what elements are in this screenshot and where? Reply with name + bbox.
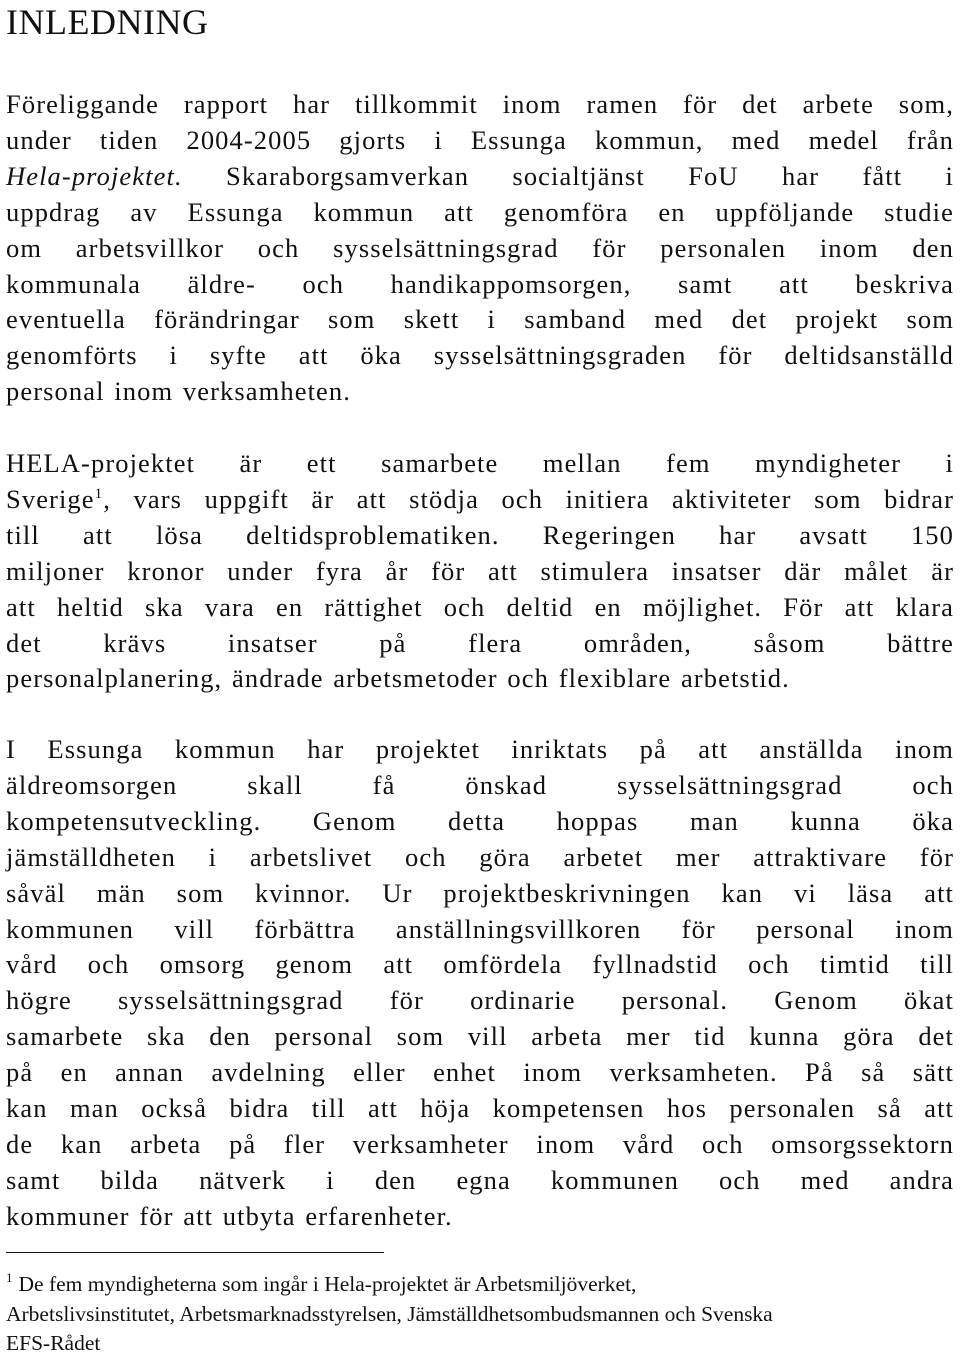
paragraph-line: kommunala äldre- och handikappomsorgen, samt att beskriva xyxy=(6,268,954,299)
footnote-line xyxy=(6,1270,954,1300)
paragraph-line: jämställdheten i arbetslivet och göra arbetet mer attraktivare för xyxy=(6,841,954,872)
footnote-reference: 1 xyxy=(94,485,104,502)
paragraph-line: kompetensutveckling. Genom detta hoppas man kunna öka xyxy=(6,805,954,836)
paragraph-line: miljoner kronor under fyra år för att stimulera insatser där målet är xyxy=(6,555,954,586)
paragraph-line xyxy=(6,482,954,518)
paragraph-essunga xyxy=(6,732,954,1235)
paragraph-line: äldreomsorgen skall få önskad sysselsättningsgrad och xyxy=(6,769,954,800)
paragraph-line: de kan arbeta på fler verksamheter inom vård och omsorgssektorn xyxy=(6,1128,954,1159)
paragraph-line: till att lösa deltidsproblematiken. Regeringen har avsatt 150 xyxy=(6,519,954,550)
paragraph-line: på en annan avdelning eller enhet inom verksamheten. På så sätt xyxy=(6,1057,954,1088)
footnote xyxy=(6,1270,954,1359)
paragraph-line: det krävs insatser på flera områden, såsom bättre xyxy=(6,627,954,658)
paragraph-line: HELA-projektet är ett samarbete mellan fem myndigheter i xyxy=(6,448,954,478)
paragraph-line: Föreliggande rapport har tillkommit inom ramen för det arbete som, xyxy=(6,89,954,119)
footnote-divider xyxy=(6,1252,384,1253)
paragraph-line: kan man också bidra till att höja kompetensen hos personalen så att xyxy=(6,1093,954,1124)
paragraph-line-rest: Skaraborgsamverkan socialtjänst FoU har fått i xyxy=(226,160,954,191)
paragraph-line: samt bilda nätverk i den egna kommunen och med andra xyxy=(6,1164,954,1195)
paragraph-line: uppdrag av Essunga kommun att genomföra en uppföljande studie xyxy=(6,196,954,227)
paragraph-hela xyxy=(6,446,954,697)
paragraph-line: personalplanering, ändrade arbetsmetoder och flexiblare arbetstid. xyxy=(6,663,790,694)
paragraph-line: eventuella förändringar som skett i samband med det projekt som xyxy=(6,304,954,335)
footnote-number: 1 xyxy=(6,1270,13,1285)
paragraph-line: genomförts i syfte att öka sysselsättningsgraden för deltidsanställd xyxy=(6,340,954,371)
italic-term: Hela-projektet. xyxy=(6,160,183,191)
paragraph-intro xyxy=(6,87,954,410)
paragraph-line: om arbetsvillkor och sysselsättningsgrad för personalen inom den xyxy=(6,232,954,263)
paragraph-line-start: Sverige xyxy=(6,483,95,514)
paragraph-line: vård och omsorg genom att omfördela fyllnadstid och timtid till xyxy=(6,949,954,980)
document-page xyxy=(6,0,954,1355)
footnote-text: De fem myndigheterna som ingår i Hela-projektet är Arbetsmiljöverket, xyxy=(18,1272,637,1296)
page-title: INLEDNING xyxy=(6,2,209,42)
footnote-line: EFS-Rådet xyxy=(6,1331,101,1355)
paragraph-line xyxy=(6,159,954,195)
paragraph-line: under tiden 2004-2005 gjorts i Essunga kommun, med medel från xyxy=(6,124,954,155)
paragraph-line: kommuner för att utbyta erfarenheter. xyxy=(6,1200,453,1231)
paragraph-line: personal inom verksamheten. xyxy=(6,376,351,407)
paragraph-line: I Essunga kommun har projektet inriktats på att anställda inom xyxy=(6,734,954,764)
paragraph-line: att heltid ska vara en rättighet och deltid en möjlighet. För att klara xyxy=(6,591,954,622)
footnote-line: Arbetslivsinstitutet, Arbetsmarknadsstyrelsen, Jämställdhetsombudsmannen och Svenska xyxy=(6,1301,773,1326)
paragraph-line-rest: , vars uppgift är att stödja och initiera aktiviteter som bidrar xyxy=(103,483,954,514)
paragraph-line: högre sysselsättningsgrad för ordinarie personal. Genom ökat xyxy=(6,985,954,1016)
paragraph-line: kommunen vill förbättra anställningsvillkoren för personal inom xyxy=(6,913,954,944)
paragraph-line: samarbete ska den personal som vill arbeta mer tid kunna göra det xyxy=(6,1021,954,1052)
paragraph-line: såväl män som kvinnor. Ur projektbeskrivningen kan vi läsa att xyxy=(6,877,954,908)
